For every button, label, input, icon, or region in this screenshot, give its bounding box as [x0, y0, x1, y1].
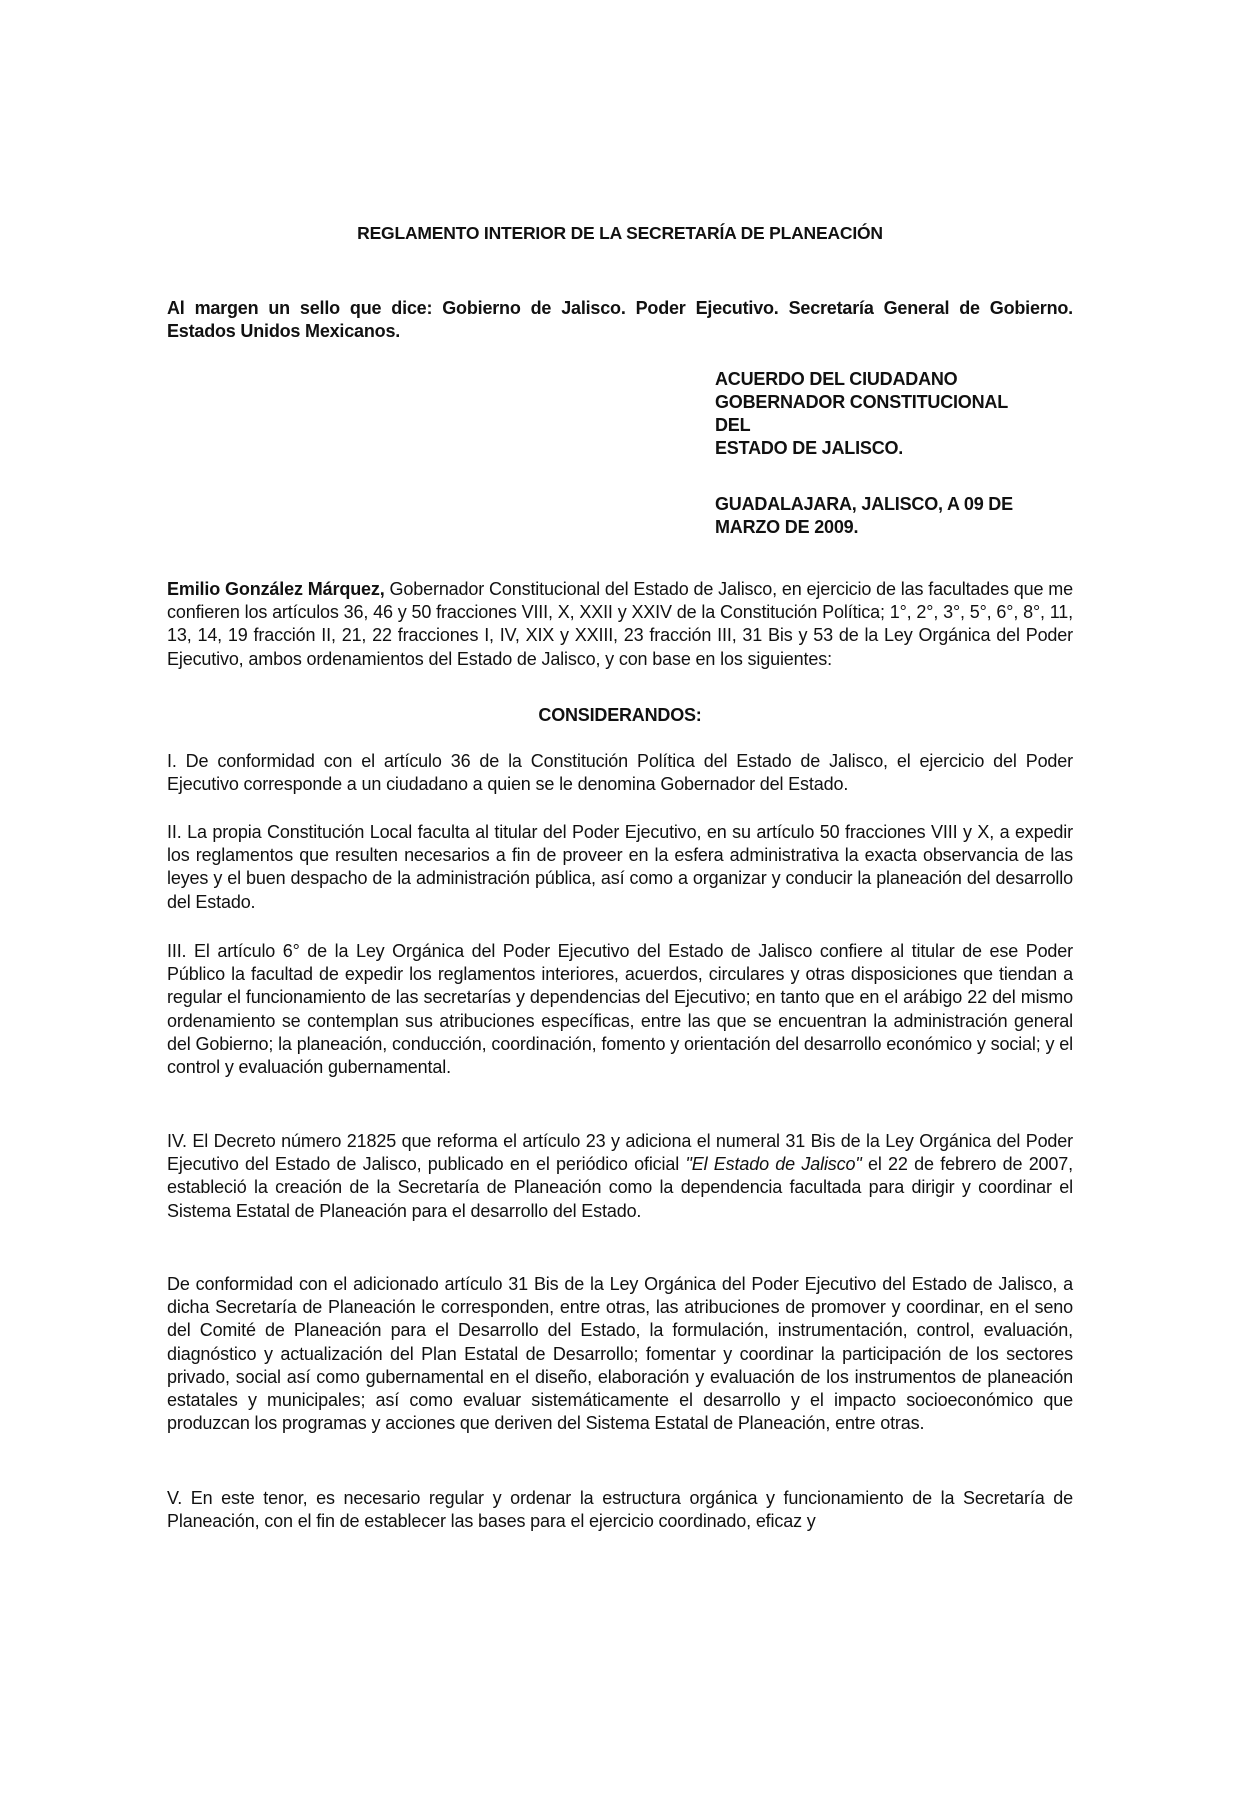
- seal-note: Al margen un sello que dice: Gobierno de Jalisco. Poder Ejecutivo. Secretaría General de Gobierno. Estados Unidos Mexicanos.: [167, 298, 1073, 341]
- intro-paragraph: [167, 578, 1073, 671]
- date-line: MARZO DE 2009.: [715, 517, 859, 537]
- paragraph-31-bis: De conformidad con el adicionado artículo 31 Bis de la Ley Orgánica del Poder Ejecutivo del Estado de Jalisco, a dicha Secretaría de Planeación le corresponden, entre otras, las atribuciones de promover y coordinar, en el seno del Comité de Planeación para el Desarrollo del Estado, la formulación, instrumentación, control, evaluación, diagnóstico y actualización del Plan Estatal de Desarrollo; fomentar y coordinar la participación de los sectores privado, social así como gubernamental en el diseño, elaboración y evaluación de los instrumentos de planeación estatales y municipales; así como evaluar sistemáticamente el desarrollo y el impacto socioeconómico que produzcan los programas y acciones que deriven del Sistema Estatal de Planeación, entre otras.: [167, 1274, 1073, 1434]
- intro-text: Gobernador Constitucional del Estado de Jalisco, en ejercicio de las facultades que me confieren los artículos 36, 46 y 50 fracciones VIII, X, XXII y XXIV de la Constitución Política; 1°, 2°, 3°, 5°, 6°, 8°, 11, 13, 14, 19 fracción II, 21, 22 fracciones I, IV, XIX y XXIII, 23 fracción III, 31 Bis y 53 de la Ley Orgánica del Poder Ejecutivo, ambos ordenamientos del Estado de Jalisco, y con base en los siguientes:: [167, 579, 1073, 669]
- paragraph-iv: [167, 1130, 1073, 1223]
- paragraph-iv-text: IV. El Decreto número 21825 que reforma el artículo 23 y adiciona el numeral 31 Bis de la Ley Orgánica del Poder Ejecutivo del Estado de Jalisco, publicado en el periódico oficial: [167, 1131, 1073, 1175]
- acuerdo-line: ACUERDO DEL CIUDADANO: [715, 369, 958, 389]
- paragraph-ii: II. La propia Constitución Local faculta al titular del Poder Ejecutivo, en su artículo 50 fracciones VIII y X, a expedir los reglamentos que resulten necesarios a fin de proveer en la esfera administrativa la exacta observancia de las leyes y el buen despacho de la administración pública, así como a organizar y conducir la planeación del desarrollo del Estado.: [167, 822, 1073, 912]
- paragraph-v: V. En este tenor, es necesario regular y ordenar la estructura orgánica y funcionamiento de la Secretaría de Planeación, con el fin de establecer las bases para el ejercicio coordinado, eficaz y: [167, 1488, 1073, 1532]
- paragraph-iv-text-end: el 22 de febrero de 2007, estableció la creación de la Secretaría de Planeación como la dependencia facultada para dirigir y coordinar el Sistema Estatal de Planeación para el desarrollo del Estado.: [167, 1154, 1073, 1221]
- date-block: [715, 493, 1055, 539]
- paragraph-iii: III. El artículo 6° de la Ley Orgánica del Poder Ejecutivo del Estado de Jalisco confiere al titular de ese Poder Público la facultad de expedir los reglamentos interiores, acuerdos, circulares y otras disposiciones que tiendan a regular el funcionamiento de las secretarías y dependencias del Ejecutivo; en tanto que en el arábigo 22 del mismo ordenamiento se contemplan sus atribuciones específicas, entre las que se encuentran la administración general del Gobierno; la planeación, conducción, coordinación, fomento y orientación del desarrollo económico y social; y el control y evaluación gubernamental.: [167, 941, 1073, 1078]
- paragraph-i: I. De conformidad con el artículo 36 de la Constitución Política del Estado de Jalisco, el ejercicio del Poder Ejecutivo corresponde a un ciudadano a quien se le denomina Gobernador del Estado.: [167, 751, 1073, 795]
- acuerdo-line: ESTADO DE JALISCO.: [715, 438, 904, 458]
- governor-name: Emilio González Márquez,: [167, 579, 385, 599]
- date-line: GUADALAJARA, JALISCO, A 09 DE: [715, 494, 1013, 514]
- document-page: [167, 0, 1073, 1813]
- acuerdo-block: [715, 368, 1045, 460]
- newspaper-name: "El Estado de Jalisco": [685, 1154, 862, 1175]
- acuerdo-line: DEL: [715, 415, 751, 435]
- considerandos-heading: CONSIDERANDOS:: [538, 705, 702, 725]
- acuerdo-line: GOBERNADOR CONSTITUCIONAL: [715, 392, 1008, 412]
- document-title: REGLAMENTO INTERIOR DE LA SECRETARÍA DE PLANEACIÓN: [357, 223, 883, 243]
